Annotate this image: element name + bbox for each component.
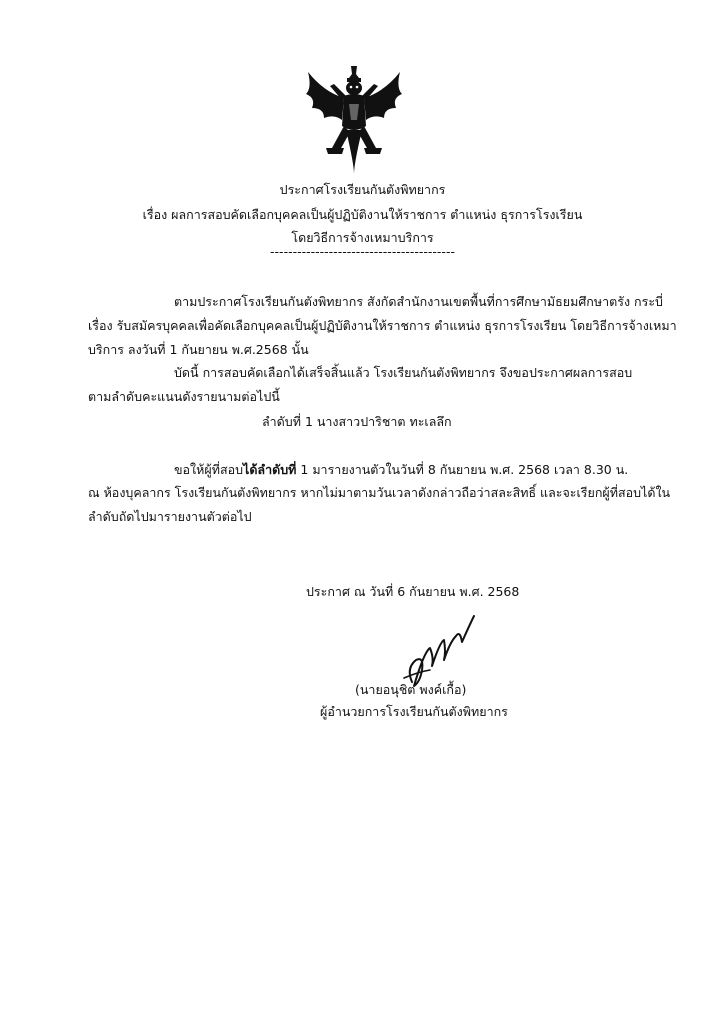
para1-line3: บริการ ลงวันที่ 1 กันยายน พ.ศ.2568 นั้น [88,342,309,357]
announcement-title: ประกาศโรงเรียนกันตังพิทยากร [279,182,446,197]
para3-prefix: ขอให้ผู้ที่สอบ [174,462,244,477]
para3-suffix: 1 มารายงานตัวในวันที่ 8 กันยายน พ.ศ. 2568 เวลา 8.30 น. [296,462,629,477]
announcement-method: โดยวิธีการจ้างเหมาบริการ [291,230,434,245]
para1-line2: เรื่อง รับสมัครบุคคลเพื่อคัดเลือกบุคคลเป็นผู้ปฏิบัติงานให้ราชการ ตำแหน่ง ธุรการโรงเรียน โดยวิธีการจ้างเหมา [88,318,677,333]
announced-date: ประกาศ ณ วันที่ 6 กันยายน พ.ศ. 2568 [306,584,520,599]
announcement-subject: เรื่อง ผลการสอบคัดเลือกบุคคลเป็นผู้ปฏิบัติงานให้ราชการ ตำแหน่ง ธุรการโรงเรียน [142,207,583,222]
para1-line1: ตามประกาศโรงเรียนกันตังพิทยากร สังกัดสำนักงานเขตพื้นที่การศึกษามัธยมศึกษาตรัง กระบี่ [174,294,663,309]
para2-line1: บัดนี้ การสอบคัดเลือกได้เสร็จสิ้นแล้ว โรงเรียนกันตังพิทยากร จึงขอประกาศผลการสอบ [174,365,633,380]
signer-title: ผู้อำนวยการโรงเรียนกันตังพิทยากร [320,704,508,719]
para3-bold-rank: ได้ลำดับที่ [243,462,297,477]
garuda-emblem-icon [302,64,406,176]
header-divider: ----------------------------------------- [270,244,455,259]
para3-line3: ลำดับถัดไปมารายงานตัวต่อไป [88,509,252,524]
para3-line1 [174,460,628,480]
para3-line2: ณ ห้องบุคลากร โรงเรียนกันตังพิทยากร หากไม่มาตามวันเวลาดังกล่าวถือว่าสละสิทธิ์ และจะเรียกผู้ที่สอบได้ใน [88,485,671,500]
ranking-entry: ลำดับที่ 1 นางสาวปาริชาต ทะเลลึก [262,414,452,429]
signer-name: (นายอนุชิต พงค์เกื้อ) [355,682,467,697]
para2-line2: ตามลำดับคะแนนดังรายนามต่อไปนี้ [88,389,280,404]
